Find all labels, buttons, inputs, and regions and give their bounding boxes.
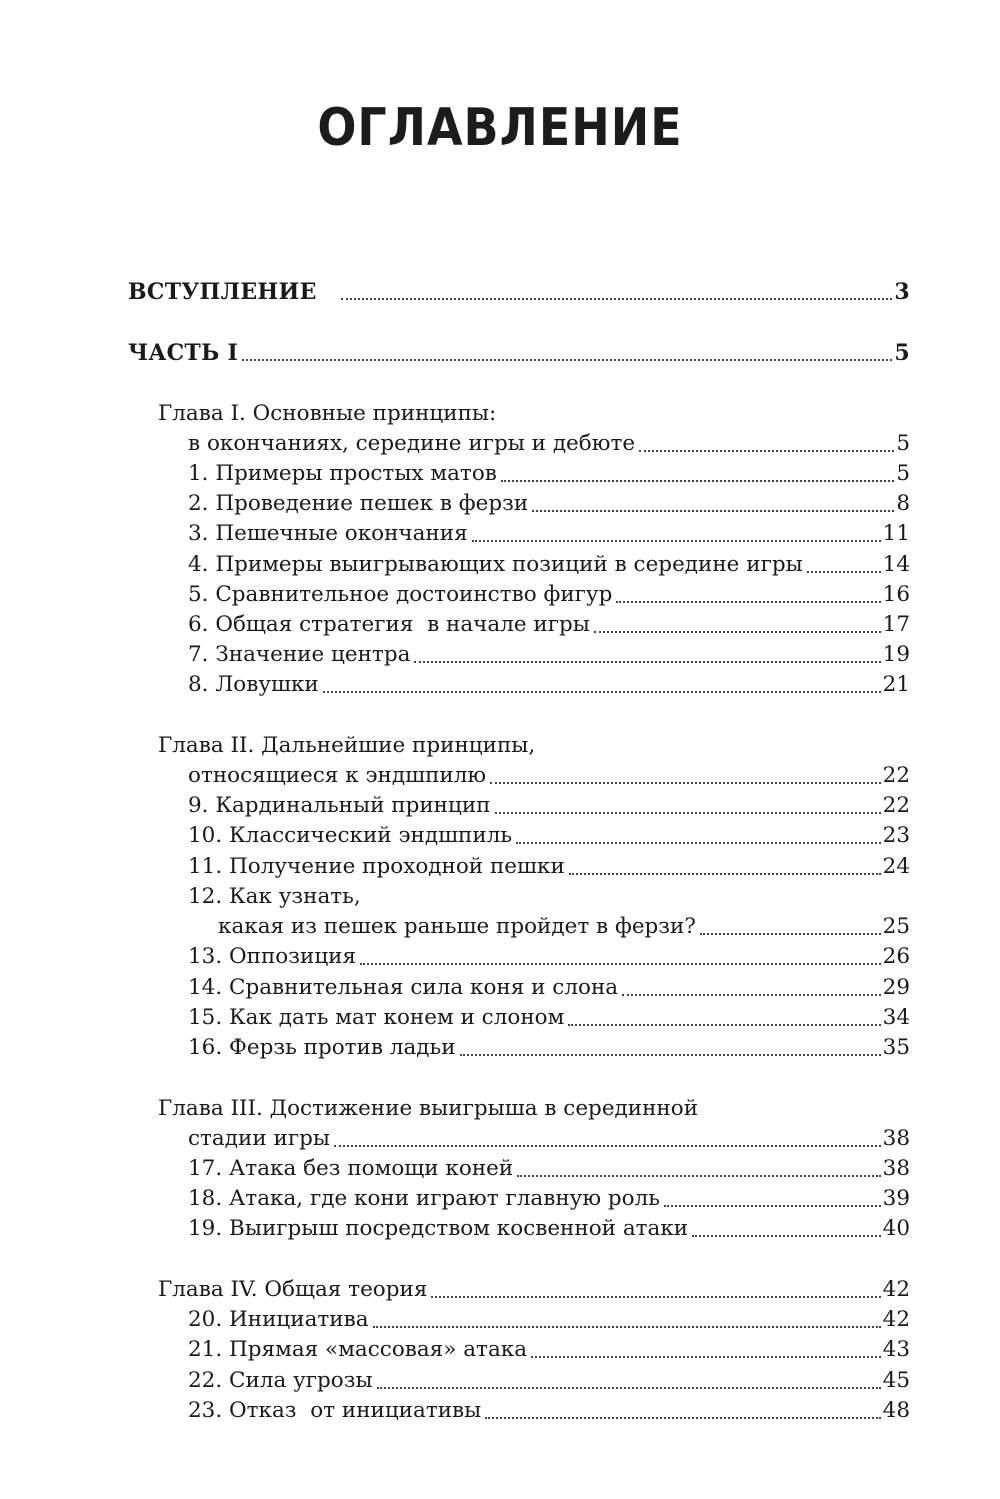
toc-page-number: 5 bbox=[896, 461, 910, 486]
toc-entry-chapter-1[interactable] bbox=[188, 429, 910, 459]
toc-page-number: 29 bbox=[882, 975, 910, 1000]
toc-page-number: 5 bbox=[896, 431, 910, 456]
toc-entry-title: 10. Классический эндшпиль bbox=[188, 823, 513, 848]
toc-entry[interactable] bbox=[188, 821, 910, 851]
toc-entry[interactable] bbox=[188, 1335, 910, 1365]
toc-entry-title: 9. Кардинальный принцип bbox=[188, 793, 491, 818]
toc-entry-title: 4. Примеры выигрывающих позиций в середине игры bbox=[188, 552, 803, 577]
toc-entry[interactable] bbox=[188, 1154, 910, 1184]
toc-entry-title: 1. Примеры простых матов bbox=[188, 461, 497, 486]
toc-page-number: 5 bbox=[894, 340, 910, 366]
toc-page-number: 45 bbox=[882, 1368, 910, 1393]
leader-dots bbox=[531, 1355, 881, 1358]
toc-entry-title: 21. Прямая «массовая» атака bbox=[188, 1337, 528, 1362]
toc-entry-chapter-3[interactable] bbox=[188, 1124, 910, 1154]
toc-entry-title: 3. Пешечные окончания bbox=[188, 521, 468, 546]
toc-entry-title: 13. Оппозиция bbox=[188, 944, 357, 969]
toc-entry-title: 7. Значение центра bbox=[188, 642, 411, 667]
toc-page-number: 25 bbox=[882, 914, 910, 939]
leader-dots bbox=[242, 358, 892, 361]
toc-entry-chapter-2[interactable] bbox=[188, 761, 910, 791]
leader-dots bbox=[594, 630, 881, 633]
toc-page-number: 8 bbox=[896, 491, 910, 516]
leader-dots bbox=[431, 1295, 880, 1298]
leader-dots bbox=[377, 1386, 881, 1389]
toc-entry[interactable] bbox=[188, 640, 910, 670]
toc-entry-title: 17. Атака без помощи коней bbox=[188, 1156, 514, 1181]
toc-page-number: 38 bbox=[882, 1126, 910, 1151]
leader-dots bbox=[334, 1144, 881, 1147]
toc-entry-title: 18. Атака, где кони играют главную роль bbox=[188, 1186, 660, 1211]
toc-page-number: 23 bbox=[882, 823, 910, 848]
chapter-1-heading: Глава I. Основные принципы: bbox=[158, 401, 497, 426]
toc-page-number: 42 bbox=[882, 1277, 910, 1302]
toc-page-number: 35 bbox=[882, 1035, 910, 1060]
toc-page-number: 14 bbox=[882, 552, 910, 577]
toc-page-number: 40 bbox=[882, 1216, 910, 1241]
leader-dots bbox=[616, 600, 880, 603]
leader-dots bbox=[700, 932, 881, 935]
leader-dots bbox=[569, 872, 881, 875]
toc-entry-chapter-4[interactable] bbox=[158, 1275, 910, 1305]
toc-entry[interactable] bbox=[188, 550, 910, 580]
toc-entry[interactable] bbox=[188, 519, 910, 549]
toc-entry-title: Глава IV. Общая теория bbox=[158, 1277, 428, 1302]
toc-entry[interactable] bbox=[188, 1305, 910, 1335]
toc-entry[interactable] bbox=[188, 942, 910, 972]
leader-dots bbox=[414, 660, 880, 663]
page-title: ОГЛАВЛЕНИЕ bbox=[317, 96, 683, 158]
toc-entry[interactable] bbox=[188, 1184, 910, 1214]
toc-page-number: 26 bbox=[882, 944, 910, 969]
leader-dots bbox=[639, 449, 894, 452]
toc-entry[interactable] bbox=[188, 1003, 910, 1033]
toc-page-number: 48 bbox=[882, 1398, 910, 1423]
leader-dots bbox=[622, 993, 881, 996]
toc-entry[interactable] bbox=[188, 1033, 910, 1063]
leader-dots bbox=[323, 690, 881, 693]
toc-entry[interactable] bbox=[188, 1214, 910, 1244]
toc-entry[interactable] bbox=[188, 791, 910, 821]
toc-page-number: 3 bbox=[894, 279, 910, 305]
leader-dots bbox=[516, 841, 881, 844]
toc-entry-12-heading: 12. Как узнать, bbox=[188, 884, 361, 909]
chapter-3-heading: Глава III. Достижение выигрыша в серединной bbox=[158, 1096, 699, 1121]
toc-page-number: 16 bbox=[882, 582, 910, 607]
leader-dots bbox=[373, 1325, 881, 1328]
toc-entry-intro[interactable] bbox=[128, 277, 910, 307]
toc-entry-title: 22. Сила угрозы bbox=[188, 1368, 373, 1393]
toc-entry-title: какая из пешек раньше пройдет в ферзи? bbox=[218, 914, 696, 939]
toc-entry-title: относящиеся к эндшпилю bbox=[188, 763, 487, 788]
toc-entry-title: 8. Ловушки bbox=[188, 672, 319, 697]
toc-entry-title: 2. Проведение пешек в ферзи bbox=[188, 491, 529, 516]
toc-entry-title: 16. Ферзь против ладьи bbox=[188, 1035, 456, 1060]
leader-dots bbox=[460, 1053, 881, 1056]
leader-dots bbox=[692, 1234, 881, 1237]
leader-dots bbox=[807, 570, 881, 573]
toc-page-number: 24 bbox=[882, 854, 910, 879]
leader-dots bbox=[472, 539, 881, 542]
toc-entry[interactable] bbox=[188, 489, 910, 519]
toc-entry-title: стадии игры bbox=[188, 1126, 330, 1151]
toc-entry-title: ЧАСТЬ I bbox=[128, 340, 239, 366]
toc-page-number: 11 bbox=[882, 521, 910, 546]
leader-dots bbox=[501, 479, 894, 482]
toc-entry-title: 14. Сравнительная сила коня и слона bbox=[188, 975, 619, 1000]
toc-entry[interactable] bbox=[188, 852, 910, 882]
toc-entry[interactable] bbox=[188, 610, 910, 640]
toc-entry-title: 5. Сравнительное достоинство фигур bbox=[188, 582, 613, 607]
toc-entry-title: 19. Выигрыш посредством косвенной атаки bbox=[188, 1216, 689, 1241]
leader-dots bbox=[532, 509, 894, 512]
toc-page-number: 19 bbox=[882, 642, 910, 667]
toc-entry-title: в окончаниях, середине игры и дебюте bbox=[188, 431, 636, 456]
toc-entry-title: ВСТУПЛЕНИЕ bbox=[128, 279, 317, 305]
toc-page-number: 22 bbox=[882, 763, 910, 788]
leader-dots bbox=[517, 1174, 880, 1177]
toc-entry-title: 6. Общая стратегия в начале игры bbox=[188, 612, 590, 637]
toc-entry-title: 15. Как дать мат конем и слоном bbox=[188, 1005, 565, 1030]
leader-dots bbox=[495, 811, 881, 814]
toc-page-number: 22 bbox=[882, 793, 910, 818]
toc-page-number: 21 bbox=[882, 672, 910, 697]
leader-dots bbox=[664, 1204, 881, 1207]
toc-entry[interactable] bbox=[188, 670, 910, 700]
toc-entry-title: 20. Инициатива bbox=[188, 1307, 369, 1332]
toc-entry[interactable] bbox=[188, 580, 910, 610]
toc-page-number: 38 bbox=[882, 1156, 910, 1181]
leader-dots bbox=[360, 962, 881, 965]
chapter-2-heading: Глава II. Дальнейшие принципы, bbox=[158, 733, 536, 758]
toc-entry-title: 11. Получение проходной пешки bbox=[188, 854, 565, 879]
toc-entry[interactable] bbox=[188, 973, 910, 1003]
leader-dots bbox=[568, 1023, 880, 1026]
leader-dots bbox=[341, 297, 893, 300]
toc-entry[interactable] bbox=[188, 1396, 910, 1426]
toc-entry[interactable] bbox=[188, 459, 910, 489]
toc-page-number: 39 bbox=[882, 1186, 910, 1211]
leader-dots bbox=[490, 781, 881, 784]
toc-entry[interactable] bbox=[218, 912, 910, 942]
toc-entry-title: 23. Отказ от инициативы bbox=[188, 1398, 482, 1423]
toc-page-number: 42 bbox=[882, 1307, 910, 1332]
toc-entry[interactable] bbox=[188, 1366, 910, 1396]
leader-dots bbox=[485, 1416, 880, 1419]
toc-page-number: 34 bbox=[882, 1005, 910, 1030]
toc-entry-part-1[interactable] bbox=[128, 338, 910, 368]
toc-page-number: 43 bbox=[882, 1337, 910, 1362]
toc-page-number: 17 bbox=[882, 612, 910, 637]
